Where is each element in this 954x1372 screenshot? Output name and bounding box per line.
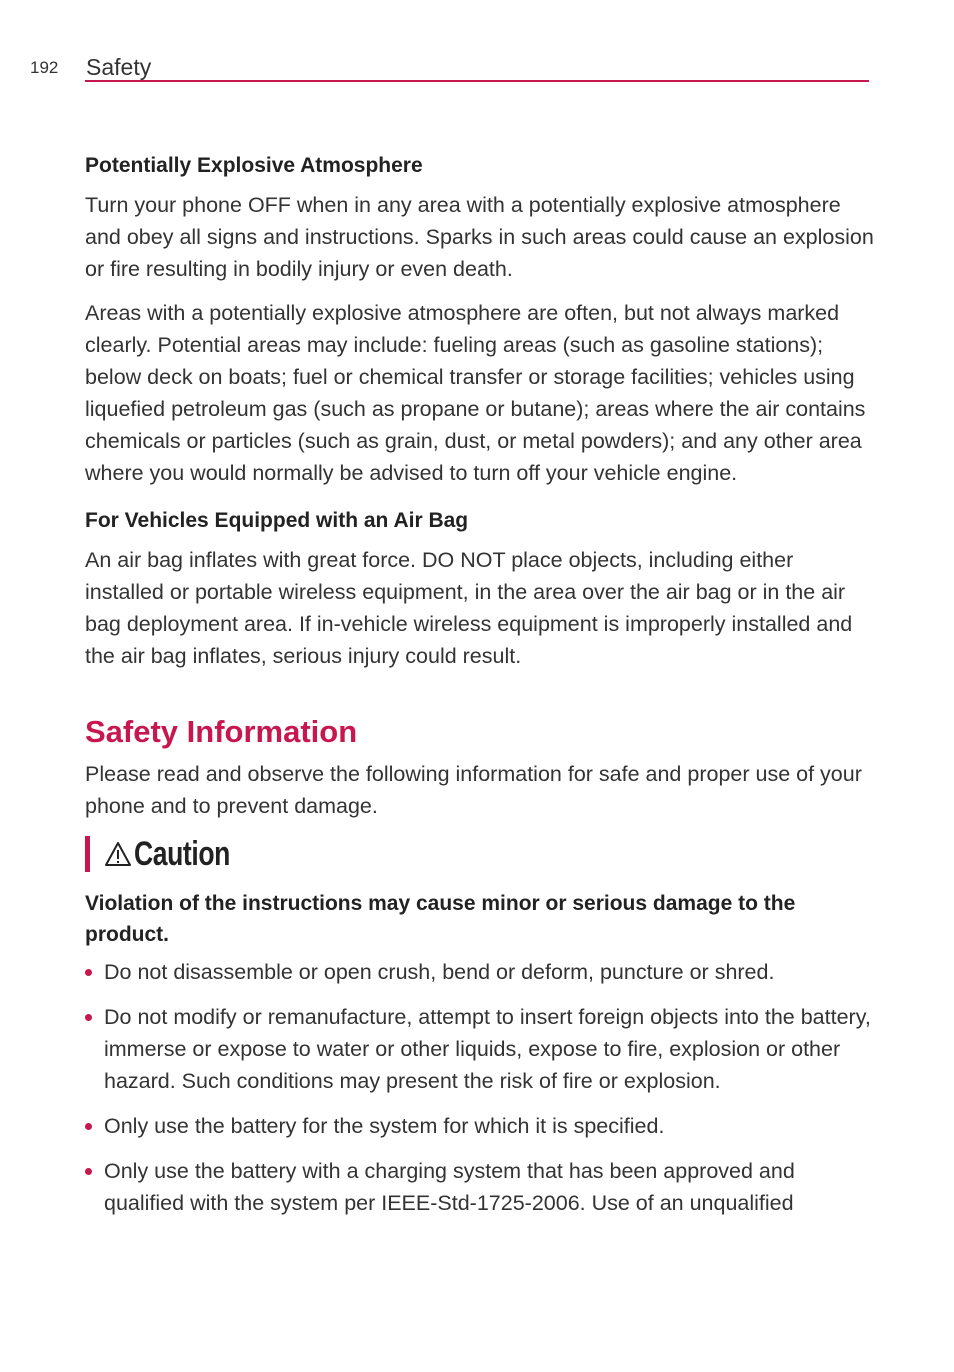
- safety-information-title: Safety Information: [85, 714, 358, 749]
- list-item-text: Do not disassemble or open crush, bend or deform, puncture or shred.: [104, 960, 775, 984]
- bullet-icon: [85, 969, 92, 976]
- warning-triangle-icon: [104, 840, 132, 868]
- bullet-icon: [85, 1168, 92, 1175]
- explosive-paragraph-1: Turn your phone OFF when in any area with a potentially explosive atmosphere and obey all signs and instructions. Sparks in such areas could cause an explosion or fire resulting in bodily injury or even death.: [85, 193, 874, 281]
- bullet-icon: [85, 1014, 92, 1021]
- caution-list: [85, 956, 875, 1219]
- airbag-heading: For Vehicles Equipped with an Air Bag: [85, 509, 469, 532]
- page-content: [85, 150, 875, 1232]
- bullet-icon: [85, 1123, 92, 1130]
- page-number: 192: [30, 58, 59, 77]
- safety-information-intro: Please read and observe the following information for safe and proper use of your phone and to prevent damage.: [85, 762, 862, 818]
- list-item-text: Only use the battery with a charging system that has been approved and qualified with the system per IEEE-Std-1725-2006. Use of an unqualified: [104, 1159, 795, 1215]
- list-item-text: Do not modify or remanufacture, attempt to insert foreign objects into the battery, immerse or expose to water or other liquids, expose to fire, explosion or other hazard. Such conditions may present the risk of fire or explosion.: [104, 1005, 871, 1093]
- section-title: Safety: [86, 54, 152, 80]
- list-item: [85, 1001, 875, 1097]
- airbag-paragraph: An air bag inflates with great force. DO NOT place objects, including either installed or portable wireless equipment, in the area over the air bag or in the air bag deployment area. If in-vehicle wireless equipment is improperly installed and the air bag inflates, serious injury could result.: [85, 548, 853, 668]
- header-divider: [85, 80, 869, 82]
- list-item: [85, 956, 875, 988]
- caution-warning-heading: Violation of the instructions may cause minor or serious damage to the product.: [85, 892, 796, 946]
- caution-banner: [85, 832, 875, 876]
- explosive-paragraph-2: Areas with a potentially explosive atmosphere are often, but not always marked clearly. Potential areas may include: fueling areas (such as gasoline stations); below deck on boats; fuel or chemical transfer or storage facilities; vehicles using liquefied petroleum gas (such as propane or butane); areas where the air contains chemicals or particles (such as grain, dust, or metal powders); and any other area where you would normally be advised to turn off your vehicle engine.: [85, 301, 866, 485]
- list-item: [85, 1155, 875, 1219]
- caution-label: Caution: [134, 834, 230, 873]
- explosive-atmosphere-heading: Potentially Explosive Atmosphere: [85, 154, 423, 177]
- list-item: [85, 1110, 875, 1142]
- list-item-text: Only use the battery for the system for which it is specified.: [104, 1114, 665, 1138]
- caution-bar: [85, 836, 90, 872]
